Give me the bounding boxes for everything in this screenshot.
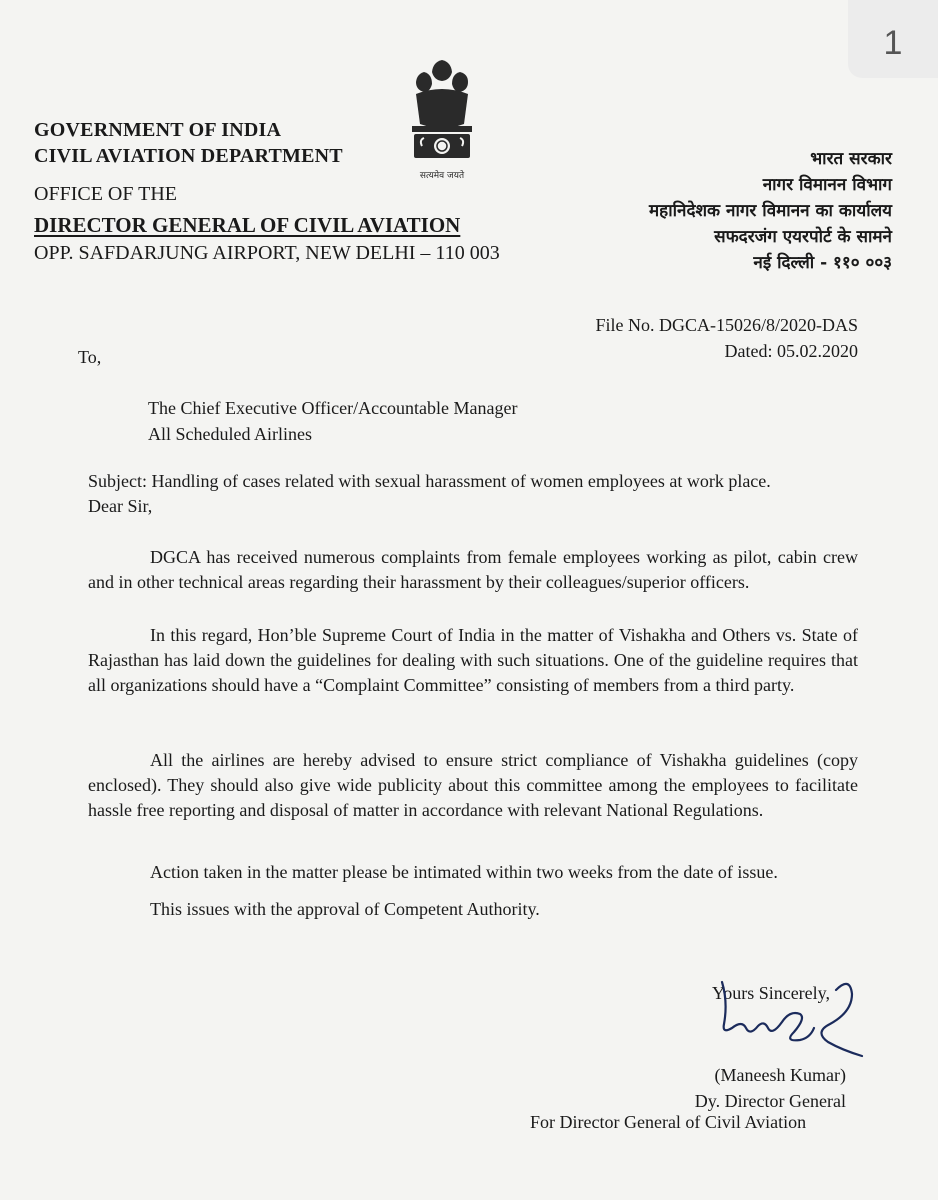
hindi-line-4: सफदरजंग एयरपोर्ट के सामने (714, 227, 892, 247)
office-of-the: OFFICE OF THE (34, 183, 177, 205)
signatory-block (695, 1062, 846, 1114)
hindi-line-1: भारत सरकार (810, 149, 892, 169)
signatory-name: (Maneesh Kumar) (714, 1065, 846, 1085)
to-label: To, (78, 347, 102, 367)
signatory-title: Dy. Director General (694, 1091, 846, 1111)
hindi-header (649, 146, 892, 276)
body-paragraph-5: This issues with the approval of Competent Authority. (150, 899, 540, 919)
body-paragraph-4: Action taken in the matter please be intimated within two weeks from the date of issue. (150, 862, 778, 882)
body-paragraph-1: DGCA has received numerous complaints from female employees working as pilot, cabin crew and in other technical areas regarding their harassment by their colleagues/superior officers. (88, 547, 858, 592)
hindi-line-2: नागर विमानन विभाग (762, 175, 892, 195)
addressee-line-2: All Scheduled Airlines (148, 424, 312, 444)
addressee (148, 395, 518, 447)
addressee-line-1: The Chief Executive Officer/Accountable Manager (148, 398, 518, 418)
director-general-heading: DIRECTOR GENERAL OF CIVIL AVIATION (34, 213, 461, 237)
closing: Yours Sincerely, (712, 983, 831, 1003)
page-number-badge: 1 (848, 0, 938, 78)
signatory-for: For Director General of Civil Aviation (530, 1112, 807, 1132)
date: Dated: 05.02.2020 (724, 341, 858, 361)
office-address: OPP. SAFDARJUNG AIRPORT, NEW DELHI – 110 003 (34, 242, 500, 264)
national-emblem-icon (402, 54, 482, 190)
hindi-line-3: महानिदेशक नागर विमानन का कार्यालय (649, 201, 892, 221)
body-paragraph-2: In this regard, Hon’ble Supreme Court of India in the matter of Vishakha and Others vs. State of Rajasthan has laid down the guidelines for dealing with such situations. One of the guideline requires that all organizations should have a “Complaint Committee” consisting of members from a third party. (88, 625, 858, 695)
salutation: Dear Sir, (88, 496, 153, 516)
civil-aviation-department: CIVIL AVIATION DEPARTMENT (34, 145, 343, 167)
government-heading (34, 117, 343, 169)
hindi-line-5: नई दिल्ली - ११० ००३ (753, 253, 892, 273)
government-of-india: GOVERNMENT OF INDIA (34, 119, 282, 141)
subject-line: Subject: Handling of cases related with sexual harassment of women employees at work place. (88, 471, 771, 491)
file-number: File No. DGCA-15026/8/2020-DAS (595, 315, 858, 335)
body-paragraph-3: All the airlines are hereby advised to ensure strict compliance of Vishakha guidelines (copy enclosed). They should also give wide publicity about this committee among the employees to facilitate hassle free reporting and disposal of matter in accordance with relevant National Regulations. (88, 750, 858, 820)
file-reference (595, 312, 858, 364)
signature-icon (708, 974, 888, 1064)
emblem-motto: सत्यमेव जयते (419, 171, 465, 181)
